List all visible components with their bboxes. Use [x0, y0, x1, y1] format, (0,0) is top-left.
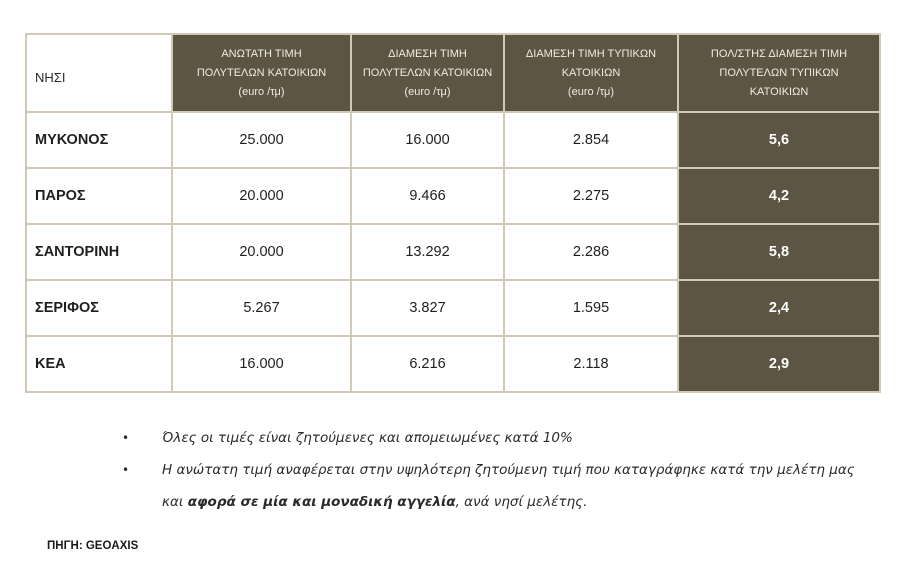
header-median-typical-price: ΔΙΑΜΕΣΗ ΤΙΜΗ ΤΥΠΙΚΩΝ ΚΑΤΟΙΚΙΩΝ (euro /τμ)	[504, 34, 678, 112]
note-text-start: Η ανώτατη τιμή αναφέρεται στην υψηλότερη ζητούμενη τιμή που καταγράφηκε κατά την μελέτη μας και	[162, 462, 855, 510]
bullet-icon: •	[122, 431, 130, 445]
median-luxury-price: 3.827	[351, 280, 504, 336]
median-typical-price: 1.595	[504, 280, 678, 336]
table-row	[26, 112, 880, 168]
header-max-luxury-price: ΑΝΩΤΑΤΗ ΤΙΜΗ ΠΟΛΥΤΕΛΩΝ ΚΑΤΟΙΚΙΩΝ (euro /τμ)	[172, 34, 351, 112]
max-luxury-price: 16.000	[172, 336, 351, 392]
ratio-value: 5,6	[678, 112, 880, 168]
header-row	[26, 34, 880, 112]
median-luxury-price: 9.466	[351, 168, 504, 224]
island-name: ΣΑΝΤΟΡΙΝΗ	[26, 224, 172, 280]
header-island: ΝΗΣΙ	[26, 34, 172, 112]
ratio-value: 4,2	[678, 168, 880, 224]
median-luxury-price: 13.292	[351, 224, 504, 280]
median-typical-price: 2.118	[504, 336, 678, 392]
note-text-end: , ανά νησί μελέτης.	[455, 494, 588, 510]
table-row	[26, 168, 880, 224]
island-name: ΜΥΚΟΝΟΣ	[26, 112, 172, 168]
table-row	[26, 336, 880, 392]
source-label: ΠΗΓΗ: GEOAXIS	[47, 540, 139, 552]
island-name: ΠΑΡΟΣ	[26, 168, 172, 224]
ratio-value: 5,8	[678, 224, 880, 280]
median-typical-price: 2.275	[504, 168, 678, 224]
bullet-icon: •	[122, 463, 130, 477]
median-typical-price: 2.854	[504, 112, 678, 168]
note-text: Όλες οι τιμές είναι ζητούμενες και απομειωμένες κατά 10%	[162, 430, 573, 446]
max-luxury-price: 25.000	[172, 112, 351, 168]
max-luxury-price: 20.000	[172, 224, 351, 280]
median-typical-price: 2.286	[504, 224, 678, 280]
max-luxury-price: 20.000	[172, 168, 351, 224]
max-luxury-price: 5.267	[172, 280, 351, 336]
note-item	[122, 454, 862, 518]
header-ratio: ΠΟΛ/ΣΤΗΣ ΔΙΑΜΕΣΗ ΤΙΜΗ ΠΟΛΥΤΕΛΩΝ ΤΥΠΙΚΩΝ ΚΑΤΟΙΚΙΩΝ	[678, 34, 880, 112]
ratio-value: 2,4	[678, 280, 880, 336]
notes-list	[122, 422, 862, 518]
table-row	[26, 280, 880, 336]
island-name: ΚΕΑ	[26, 336, 172, 392]
header-median-luxury-price: ΔΙΑΜΕΣΗ ΤΙΜΗ ΠΟΛΥΤΕΛΩΝ ΚΑΤΟΙΚΙΩΝ (euro /τμ)	[351, 34, 504, 112]
note-item	[122, 422, 862, 454]
table-row	[26, 224, 880, 280]
ratio-value: 2,9	[678, 336, 880, 392]
median-luxury-price: 6.216	[351, 336, 504, 392]
island-name: ΣΕΡΙΦΟΣ	[26, 280, 172, 336]
price-table	[25, 33, 881, 393]
median-luxury-price: 16.000	[351, 112, 504, 168]
note-text-bold: αφορά σε μία και μοναδική αγγελία	[187, 494, 456, 510]
